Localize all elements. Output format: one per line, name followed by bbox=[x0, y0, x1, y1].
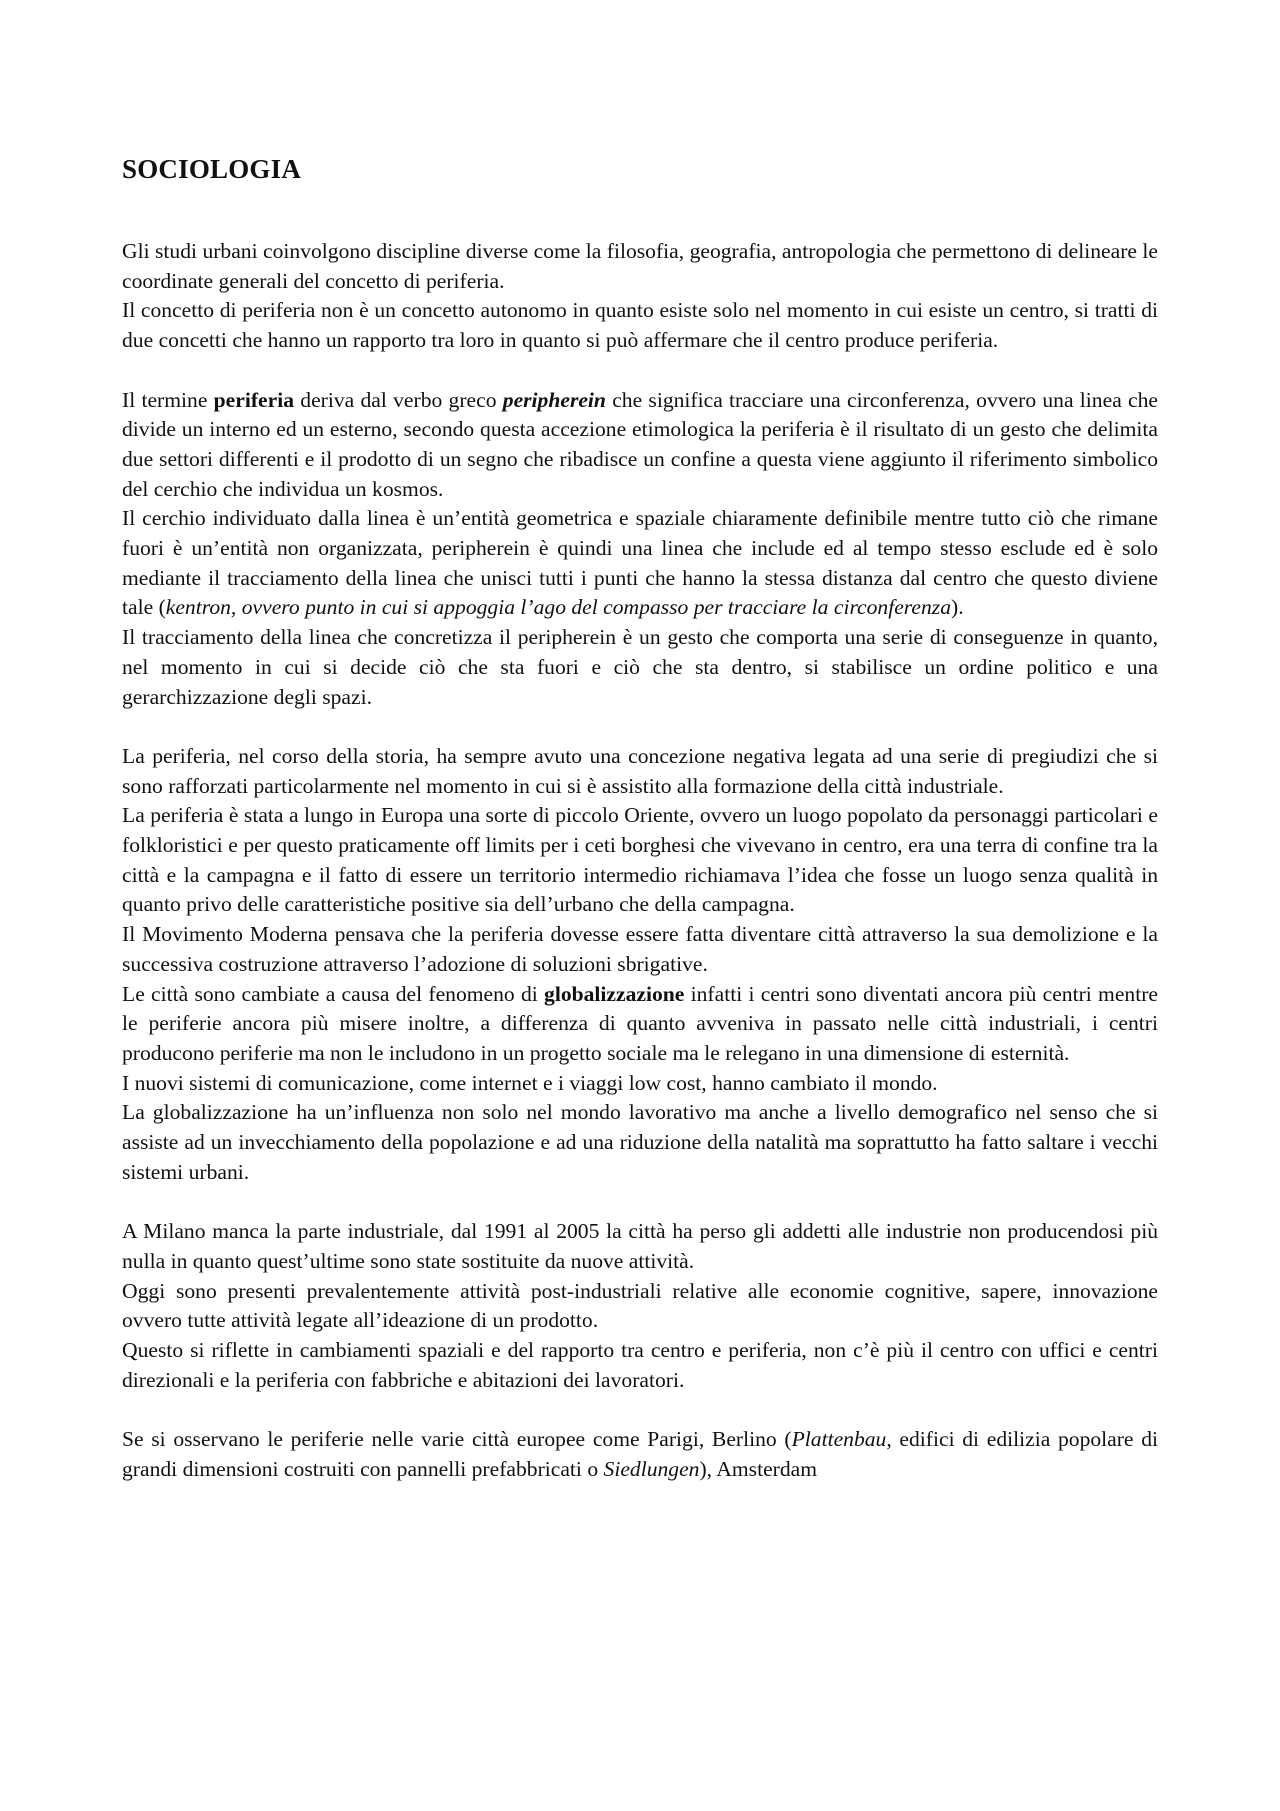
paragraph-gap bbox=[122, 1187, 1158, 1217]
paragraph-spatial-change: Questo si riflette in cambiamenti spaziali e del rapporto tra centro e periferia, non c’è più il centro con uffici e centri direzionali e la periferia con fabbriche e abitazioni dei lavoratori. bbox=[122, 1337, 1158, 1392]
text-run: ), Amsterdam bbox=[699, 1456, 818, 1481]
text-run: Se si osservano le periferie nelle varie città europee come Parigi, Berlino ( bbox=[122, 1427, 792, 1452]
paragraph-european-peripheries bbox=[122, 1425, 1158, 1484]
paragraph-globalization bbox=[122, 980, 1158, 1069]
paragraph-tracing: Il tracciamento della linea che concretizza il peripherein è un gesto che comporta una serie di conseguenze in quanto, nel momento in cui si decide ciò che sta fuori e ciò che sta dentro, si stabilisce un ordine politico e una gerarchizzazione degli spazi. bbox=[122, 625, 1158, 709]
text-run: infatti i centri sono diventati ancora più centri mentre le periferie ancora più misere inoltre, a differenza di quanto avveniva in passato nelle città industriali, i centri producono periferie ma non le includono in un progetto sociale ma le relegano in una dimensione di esternità. bbox=[122, 981, 1158, 1065]
paragraph-post-industrial: Oggi sono presenti prevalentemente attività post-industriali relative alle economie cognitive, sapere, innovazione ovvero tutte attività legate all’ideazione di un prodotto. bbox=[122, 1278, 1158, 1333]
text-run: Il cerchio individuato dalla linea è un’entità geometrica e spaziale chiaramente definibile mentre tutto ciò che rimane fuori è un’entità non organizzata, peripherein è quindi una linea che include ed al tempo stesso esclude ed è solo mediante il tracciamento della linea che unisci tutti i punti che hanno la stessa distanza dal centro che questo diviene tale ( bbox=[122, 506, 1158, 620]
text-run: , edifici di edilizia popolare di grandi dimensioni costruiti con pannelli prefabbricati o bbox=[122, 1427, 1158, 1481]
bold-term-periferia: periferia bbox=[213, 387, 295, 412]
italic-kentron: kentron, ovvero punto in cui si appoggia l’ago del compasso per tracciare la circonferenza bbox=[165, 595, 951, 620]
paragraph-modern-movement: Il Movimento Moderna pensava che la periferia dovesse essere fatta diventare città attraverso la sua demolizione e la successiva costruzione attraverso l’adozione di soluzioni sbrigative. bbox=[122, 922, 1158, 976]
text-run: Il termine bbox=[122, 387, 214, 412]
paragraph-communication: I nuovi sistemi di comunicazione, come internet e i viaggi low cost, hanno cambiato il mondo. bbox=[122, 1070, 938, 1095]
paragraph-intro: Gli studi urbani coinvolgono discipline diverse come la filosofia, geografia, antropologia che permettono di delineare le coordinate generali del concetto di periferia. bbox=[122, 239, 1158, 293]
paragraph-circle bbox=[122, 504, 1158, 623]
italic-siedlungen: Siedlungen bbox=[603, 1456, 700, 1481]
bold-italic-term-peripherein: peripherein bbox=[502, 387, 606, 412]
page-title: SOCIOLOGIA bbox=[122, 154, 302, 184]
text-run: che significa tracciare una circonferenza, ovvero una linea che divide un interno ed un esterno, secondo questa accezione etimologica la periferia è il risultato di un gesto che delimita due settori differenti e il prodotto di un segno che ribadisce un confine a questa viene aggiunto il riferimento simbolico del cerchio che individua un kosmos. bbox=[122, 387, 1158, 501]
paragraph-concept: Il concetto di periferia non è un concetto autonomo in quanto esiste solo nel momento in cui esiste un centro, si tratti di due concetti che hanno un rapporto tra loro in quanto si può affermare che il centro produce periferia. bbox=[122, 298, 1158, 353]
paragraph-gap bbox=[122, 356, 1158, 386]
paragraph-milano: A Milano manca la parte industriale, dal 1991 al 2005 la città ha perso gli addetti alle industrie non producendosi più nulla in quanto quest’ultime sono state sostituite da nuove attività. bbox=[122, 1219, 1158, 1273]
text-run: ). bbox=[951, 595, 964, 620]
paragraph-term bbox=[122, 386, 1158, 505]
bold-term-globalizzazione: globalizzazione bbox=[544, 981, 685, 1006]
paragraph-gap bbox=[122, 712, 1158, 742]
text-run: Le città sono cambiate a causa del fenomeno di bbox=[122, 981, 545, 1006]
paragraph-gap bbox=[122, 1395, 1158, 1425]
paragraph-demography: La globalizzazione ha un’influenza non solo nel mondo lavorativo ma anche a livello demografico nel senso che si assiste ad un invecchiamento della popolazione e ad una riduzione della natalità ma soprattutto ha fatto saltare i vecchi sistemi urbani. bbox=[122, 1100, 1158, 1184]
italic-plattenbau: Plattenbau bbox=[791, 1427, 887, 1452]
text-run: deriva dal verbo greco bbox=[294, 387, 503, 412]
document-body bbox=[122, 237, 1158, 1484]
paragraph-orient: La periferia è stata a lungo in Europa una sorte di piccolo Oriente, ovvero un luogo popolato da personaggi particolari e folkloristici e per questo praticamente off limits per i ceti borghesi che vivevano in centro, era una terra di confine tra la città e la campagna e il fatto di essere un territorio intermedio richiamava l’idea che fosse un luogo senza qualità in quanto privo delle caratteristiche positive sia dell’urbano che della campagna. bbox=[122, 803, 1158, 917]
paragraph-history: La periferia, nel corso della storia, ha sempre avuto una concezione negativa legata ad una serie di pregiudizi che si sono rafforzati particolarmente nel momento in cui si è assistito alla formazione della città industriale. bbox=[122, 743, 1158, 798]
